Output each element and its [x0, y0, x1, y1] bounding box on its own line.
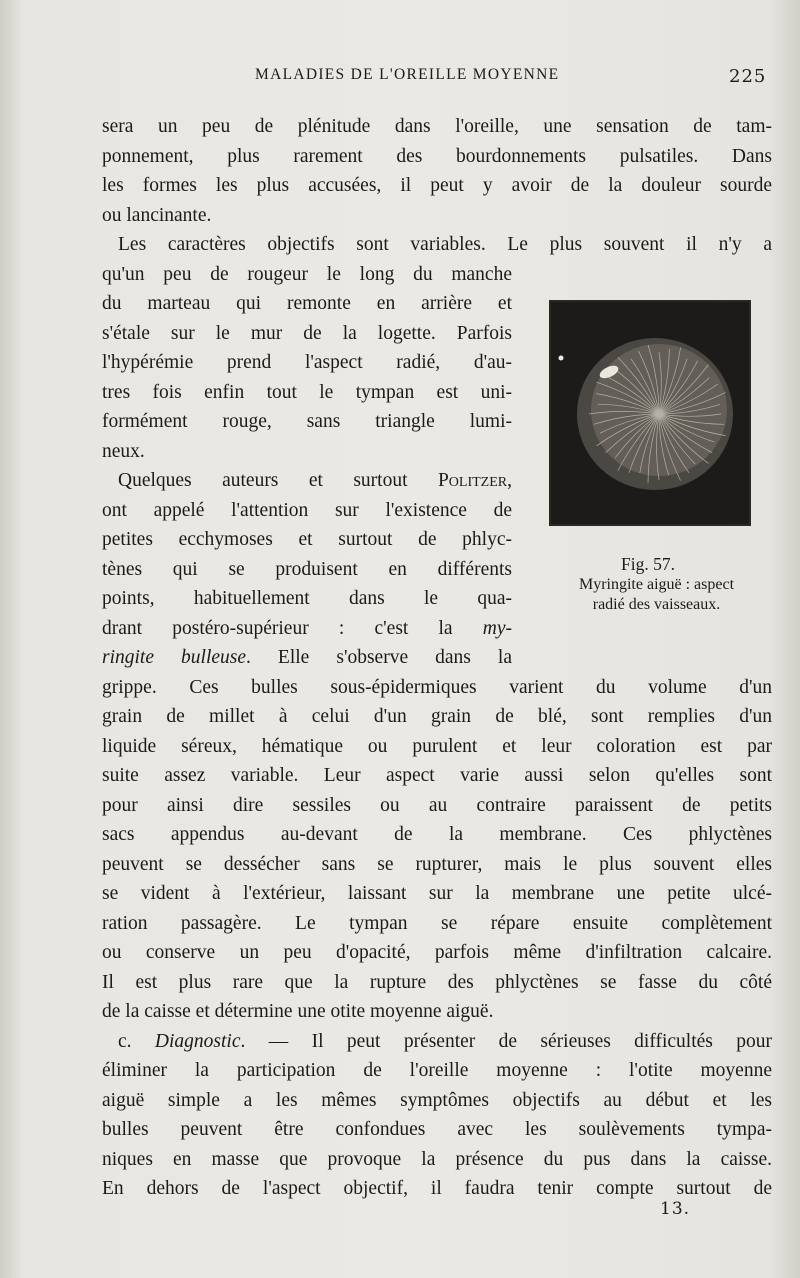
text-line: ou conserve un peu d'opacité, parfois même d'infiltration calcaire.: [102, 942, 772, 963]
text-line: qu'un peu de rougeur le long du manche: [102, 263, 512, 285]
text-line: sera un peu de plénitude dans l'oreille, une sensation de tam-: [102, 116, 772, 137]
text-line: ponnement, plus rarement des bourdonnements pulsatiles. Dans: [102, 145, 772, 167]
figure-image-frame: [549, 300, 751, 526]
running-title: MALADIES DE L'OREILLE MOYENNE: [255, 66, 560, 83]
text-fragment: drant postéro-supérieur : c'est la: [102, 617, 483, 639]
text-line: suite assez variable. Leur aspect varie aussi selon qu'elles sont: [102, 765, 772, 786]
text-fragment: c.: [118, 1030, 155, 1052]
text-line: éliminer la participation de l'oreille moyenne : l'otite moyenne: [102, 1060, 772, 1081]
text-line: grippe. Ces bulles sous-épidermiques varient du volume d'un: [102, 676, 772, 698]
text-line: aiguë simple a les mêmes symptômes objectifs au début et les: [102, 1089, 772, 1111]
text-line: En dehors de l'aspect objectif, il faudra tenir compte surtout de: [102, 1178, 772, 1199]
term-fragment: ringite bulleuse: [102, 647, 247, 668]
text-line: grain de millet à celui d'un grain de blé, sont remplies d'un: [102, 706, 772, 727]
figure-caption-line: radié des vaisseaux.: [592, 596, 721, 613]
text-line: [102, 1027, 772, 1057]
figure-number: Fig. 57.: [621, 554, 675, 574]
signature-mark: 13.: [660, 1199, 691, 1219]
text-fragment: . Elle s'observe dans la: [246, 647, 512, 668]
text-fragment: . — Il peut présenter de sérieuses difficultés pour: [240, 1030, 772, 1052]
text-line: [102, 466, 512, 496]
text-line: l'hypérémie prend l'aspect radié, d'au-: [102, 352, 512, 373]
text-line: du marteau qui remonte en arrière et: [102, 293, 512, 314]
text-line: niques en masse que provoque la présence du pus dans la caisse.: [102, 1148, 772, 1170]
text-line: peuvent se dessécher sans se rupturer, mais le plus souvent elles: [102, 853, 772, 875]
text-line: points, habituellement dans le qua-: [102, 588, 512, 609]
text-fragment: Quelques auteurs et surtout: [118, 470, 438, 491]
text-line: tènes qui se produisent en différents: [102, 558, 512, 580]
eardrum-illustration: [551, 302, 749, 524]
text-line: ration passagère. Le tympan se répare ensuite complètement: [102, 912, 772, 934]
text-line: sacs appendus au-devant de la membrane. Ces phlyctènes: [102, 824, 772, 845]
text-line: ont appelé l'attention sur l'existence de: [102, 499, 512, 521]
text-line: [102, 643, 512, 673]
body-text: [102, 112, 772, 1204]
text-line: liquide séreux, hématique ou purulent et leur coloration est par: [102, 735, 772, 757]
term-fragment: my-: [482, 617, 512, 639]
text-line: [102, 614, 512, 644]
text-line: tres fois enfin tout le tympan est uni-: [102, 381, 512, 403]
text-line: neux.: [102, 440, 145, 462]
text-line: les formes les plus accusées, il peut y avoir de la douleur sourde: [102, 175, 772, 196]
text-line: petites ecchymoses et surtout de phlyc-: [102, 529, 512, 550]
text-line: bulles peuvent être confondues avec les soulèvements tympa-: [102, 1119, 772, 1140]
text-line: ou lancinante.: [102, 204, 212, 226]
text-line: formément rouge, sans triangle lumi-: [102, 411, 512, 432]
text-line: Les caractères objectifs sont variables. Le plus souvent il n'y a: [118, 234, 772, 255]
text-line: pour ainsi dire sessiles ou au contraire paraissent de petits: [102, 794, 772, 816]
text-line: se vident à l'extérieur, laissant sur la membrane une petite ulcé-: [102, 883, 772, 904]
text-line: Il est plus rare que la rupture des phlyctènes se fasse du côté: [102, 971, 772, 993]
figure-57: [549, 300, 774, 615]
figure-caption-line: Myringite aiguë : aspect: [578, 576, 735, 593]
text-line: de la caisse et détermine une otite moyenne aiguë.: [102, 1001, 494, 1022]
page-number: 225: [729, 66, 767, 87]
text-line: s'étale sur le mur de la logette. Parfois: [102, 322, 512, 344]
page-header: [0, 66, 800, 96]
author-name: Politzer: [437, 470, 508, 491]
section-heading: Diagnostic: [154, 1030, 241, 1052]
text-fragment: ,: [507, 470, 512, 491]
